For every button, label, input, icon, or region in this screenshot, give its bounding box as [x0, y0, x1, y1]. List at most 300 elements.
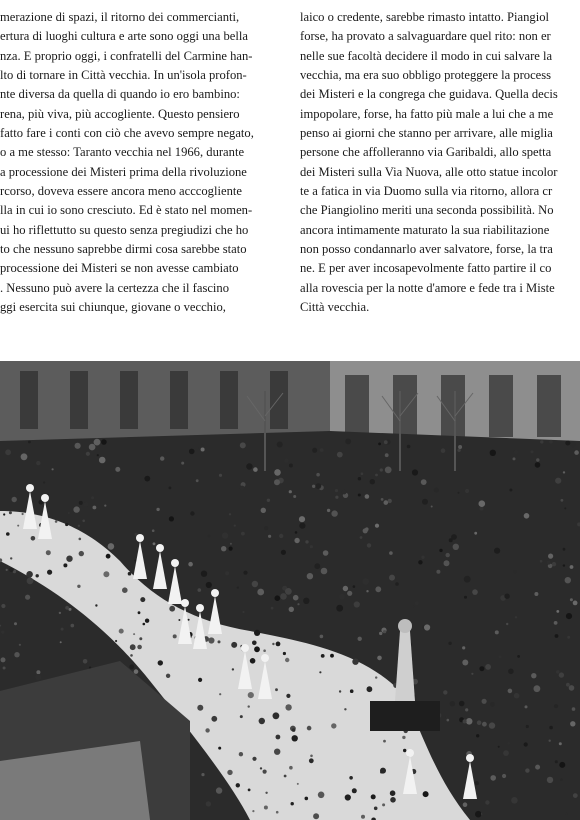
crowd-head [173, 634, 177, 638]
procession-photo-illustration [0, 361, 580, 820]
text-line: forse, ha provato a salvaguardare quel rito: non er [300, 29, 551, 44]
crowd-head [423, 791, 429, 797]
crowd-head [9, 511, 12, 514]
crowd-head [274, 479, 280, 485]
crowd-head [403, 749, 406, 752]
crowd-head [83, 659, 88, 664]
crowd-head [524, 742, 528, 746]
text-line: ne. E per aver incosapevolmente fatto partire il co [300, 261, 552, 276]
crowd-head [450, 701, 455, 706]
building-window [20, 371, 38, 429]
crowd-head [462, 646, 465, 649]
crowd-head [14, 652, 19, 657]
crowd-head [375, 474, 378, 477]
crowd-head [479, 500, 486, 507]
text-line: lla in cui io sono cresciuto. Ed è stato nel momen- [0, 203, 253, 218]
crowd-head [241, 532, 245, 536]
crowd-head [358, 477, 361, 480]
crowd-head [55, 520, 58, 523]
text-line: te a fatica in via Duomo sulla via ritorno, allora cr [300, 184, 553, 199]
crowd-head [347, 591, 352, 596]
building-window [120, 371, 138, 429]
crowd-head [349, 776, 353, 780]
crowd-head [482, 699, 487, 704]
crowd-head [389, 551, 393, 555]
crowd-head [106, 554, 111, 559]
crowd-head [286, 694, 290, 698]
crowd-head [153, 542, 156, 545]
statue-platform [370, 701, 440, 731]
crowd-head [316, 473, 320, 477]
crowd-head [565, 577, 571, 583]
building-window [70, 371, 88, 429]
crowd-head [21, 453, 28, 460]
crowd-head [103, 571, 109, 577]
crowd-head [383, 630, 386, 633]
crowd-head [570, 721, 575, 726]
robed-figure-hood [181, 599, 189, 607]
crowd-head [552, 562, 556, 566]
crowd-head [561, 499, 564, 502]
crowd-head [366, 590, 368, 592]
crowd-head [379, 632, 382, 635]
crowd-head [252, 757, 256, 761]
crowd-head [375, 586, 381, 592]
crowd-head [99, 457, 106, 464]
crowd-head [434, 488, 439, 493]
crowd-head [279, 534, 283, 538]
crowd-head [252, 581, 258, 587]
crowd-head [365, 527, 369, 531]
crowd-head [463, 719, 467, 723]
crowd-head [385, 453, 389, 457]
crowd-head [79, 501, 83, 505]
crowd-head [570, 565, 574, 569]
crowd-head [75, 443, 81, 449]
text-line: laico o credente, sarebbe rimasto intatto. Piangiol [300, 10, 549, 24]
crowd-head [43, 481, 45, 483]
crowd-head [485, 664, 491, 670]
crowd-head [358, 637, 362, 641]
crowd-head [459, 701, 465, 707]
crowd-head [508, 742, 511, 745]
crowd-head [343, 586, 348, 591]
crowd-head [382, 803, 385, 806]
crowd-head [91, 496, 94, 499]
crowd-head [547, 777, 553, 783]
crowd-head [252, 810, 254, 812]
crowd-head [525, 768, 529, 772]
robed-figure-hood [211, 589, 219, 597]
crowd-head [267, 499, 270, 502]
crowd-head [128, 572, 132, 576]
crowd-head [476, 734, 479, 737]
crowd-head [566, 813, 568, 815]
crowd-head [570, 442, 575, 447]
crowd-head [390, 797, 396, 803]
crowd-head [445, 716, 447, 718]
crowd-head [294, 538, 299, 543]
crowd-head [52, 468, 54, 470]
crowd-head [457, 449, 460, 452]
crowd-head [331, 723, 336, 728]
crowd-head [240, 442, 246, 448]
crowd-head [413, 606, 415, 608]
text-line: ancora intimamente maturato la sua riabilitazione [300, 222, 550, 237]
crowd-head [314, 563, 320, 569]
crowd-head [389, 575, 395, 581]
crowd-head [352, 788, 357, 793]
crowd-head [371, 794, 376, 799]
text-line: to che nessuno saprebbe dirmi cosa sarebbe stato [0, 242, 247, 257]
crowd-head [104, 505, 106, 507]
crowd-head [275, 595, 281, 601]
crowd-head [388, 499, 392, 503]
crowd-head [573, 601, 578, 606]
crowd-head [354, 601, 360, 607]
crowd-head [145, 619, 149, 623]
robed-figure-hood [241, 644, 249, 652]
crowd-head [564, 507, 566, 509]
crowd-head [465, 708, 468, 711]
crowd-head [439, 549, 442, 552]
crowd-head [289, 766, 293, 770]
crowd-head [383, 740, 386, 743]
crowd-head [384, 500, 389, 505]
crowd-head [275, 688, 278, 691]
crowd-head [78, 525, 80, 527]
crowd-head [240, 486, 245, 491]
crowd-head [263, 649, 266, 652]
crowd-head [447, 719, 450, 722]
crowd-head [28, 441, 31, 444]
crowd-head [274, 749, 280, 755]
crowd-head [229, 513, 231, 515]
crowd-head [436, 570, 440, 574]
robed-figure-hood [41, 494, 49, 502]
crowd-head [514, 450, 518, 454]
crowd-head [312, 448, 317, 453]
crowd-head [482, 722, 487, 727]
crowd-head [181, 462, 184, 465]
text-line: alla rovescia per la notte d'amore e fede tra i Miste [300, 280, 555, 295]
crowd-head [307, 573, 313, 579]
crowd-head [79, 551, 84, 556]
crowd-head [458, 445, 462, 449]
crowd-head [239, 752, 243, 756]
crowd-head [3, 667, 6, 670]
crowd-head [216, 787, 222, 793]
crowd-head [556, 670, 560, 674]
crowd-head [339, 594, 345, 600]
crowd-head [365, 494, 370, 499]
crowd-head [283, 652, 286, 655]
crowd-head [190, 511, 194, 515]
text-line: nelle sue facoltà decidere il modo in cui salvare la [300, 48, 553, 63]
crowd-head [97, 454, 99, 456]
crowd-head [289, 490, 292, 493]
crowd-head [285, 658, 289, 662]
crowd-head [331, 510, 337, 516]
crowd-head [248, 789, 251, 792]
crowd-head [514, 693, 520, 699]
crowd-head [566, 613, 572, 619]
crowd-head [299, 523, 305, 529]
crowd-head [462, 660, 468, 666]
crowd-head [390, 790, 396, 796]
crowd-head [511, 797, 518, 804]
crowd-head [441, 448, 446, 453]
statue-head [398, 619, 412, 633]
crowd-head [1, 604, 5, 608]
crowd-head [421, 556, 424, 559]
crowd-head [458, 492, 460, 494]
crowd-head [422, 499, 428, 505]
crowd-head [559, 742, 562, 745]
crowd-head [563, 548, 566, 551]
crowd-head [273, 712, 280, 719]
crowd-head [367, 543, 371, 547]
crowd-head [63, 563, 67, 567]
text-line: fatto fare i conti con ciò che avevo sempre negato, [0, 126, 254, 141]
crowd-head [418, 560, 422, 564]
crowd-head [385, 467, 392, 474]
crowd-head [335, 489, 338, 492]
crowd-head [448, 642, 451, 645]
crowd-head [444, 560, 450, 566]
crowd-head [272, 643, 274, 645]
crowd-head [554, 704, 558, 708]
crowd-head [339, 690, 341, 692]
crowd-head [71, 624, 75, 628]
text-line: rcorso, doveva essere ancora meno acccogliente [0, 184, 242, 199]
crowd-head [65, 606, 69, 610]
text-line: a processione dei Misteri prima della rivoluzione [0, 164, 247, 179]
robed-figure-hood [196, 604, 204, 612]
crowd-head [292, 735, 298, 741]
text-line: . Nessuno può avere la certezza che il fascino [0, 280, 230, 295]
text-line: che Piangiolino meriti una seconda possibilità. No [300, 203, 554, 218]
crowd-head [506, 623, 508, 625]
text-line: nte diversa da quella di quando io ero bambino: [0, 87, 240, 102]
crowd-head [36, 461, 40, 465]
crowd-head [5, 449, 11, 455]
crowd-head [143, 623, 146, 626]
crowd-head [65, 523, 68, 526]
crowd-head [344, 708, 346, 710]
crowd-head [205, 728, 209, 732]
crowd-head [208, 535, 211, 538]
text-line: rena, più viva, più accogliente. Questo pensiero [0, 106, 240, 121]
crowd-head [158, 660, 163, 665]
crowd-head [293, 495, 296, 498]
crowd-head [475, 781, 479, 785]
text-line: ggi esercita sui chiunque, giovane o vecchio, [0, 300, 226, 315]
crowd-head [263, 770, 267, 774]
crowd-head [358, 494, 361, 497]
crowd-head [536, 458, 539, 461]
crowd-head [345, 439, 351, 445]
crowd-head [115, 640, 117, 642]
crowd-head [514, 570, 517, 573]
crowd-head [415, 601, 419, 605]
crowd-head [254, 646, 260, 652]
crowd-head [517, 655, 520, 658]
crowd-head [289, 464, 293, 468]
crowd-head [566, 683, 570, 687]
crowd-head [93, 506, 97, 510]
crowd-head [219, 474, 222, 477]
crowd-head [188, 619, 190, 621]
crowd-head [280, 593, 287, 600]
crowd-head [465, 489, 469, 493]
crowd-head [499, 655, 502, 658]
crowd-head [243, 571, 247, 575]
crowd-head [559, 762, 565, 768]
crowd-head [446, 553, 450, 557]
crowd-head [130, 654, 133, 657]
robed-figure-hood [171, 559, 179, 567]
crowd-head [254, 630, 260, 636]
crowd-head [297, 783, 299, 785]
text-line: lto di tornare in Città vecchia. In un'isola profon- [0, 68, 247, 83]
building-window [270, 371, 288, 429]
crowd-head [565, 441, 570, 446]
crowd-head [22, 513, 24, 515]
crowd-head [548, 554, 553, 559]
building-window [170, 371, 188, 429]
crowd-head [66, 556, 72, 562]
crowd-head [82, 520, 85, 523]
crowd-head [178, 619, 180, 621]
robed-figure-hood [156, 544, 164, 552]
crowd-head [375, 676, 377, 678]
crowd-head [248, 705, 250, 707]
crowd-head [321, 568, 328, 575]
crowd-head [380, 468, 383, 471]
crowd-head [513, 457, 516, 460]
crowd-head [412, 469, 418, 475]
crowd-head [35, 674, 41, 680]
crowd-head [463, 802, 468, 807]
crowd-head [431, 506, 433, 508]
crowd-head [133, 633, 135, 635]
crowd-head [424, 624, 430, 630]
crowd-head [471, 673, 473, 675]
crowd-head [197, 705, 203, 711]
crowd-head [73, 506, 79, 512]
crowd-head [144, 476, 150, 482]
crowd-head [330, 654, 334, 658]
crowd-head [31, 536, 36, 541]
crowd-head [198, 588, 202, 592]
crowd-head [137, 645, 142, 650]
crowd-head [160, 456, 164, 460]
crowd-head [570, 598, 573, 601]
crowd-head [189, 449, 195, 455]
crowd-head [320, 635, 324, 639]
crowd-head [139, 637, 142, 640]
robed-figure-hood [26, 484, 34, 492]
crowd-head [378, 443, 381, 446]
crowd-head [237, 587, 239, 589]
crowd-head [402, 736, 405, 739]
crowd-head [1, 657, 6, 662]
crowd-head [534, 592, 538, 596]
crowd-head [303, 598, 309, 604]
crowd-head [271, 607, 274, 610]
crowd-head [556, 610, 559, 613]
crowd-head [319, 671, 321, 673]
crowd-head [540, 440, 543, 443]
crowd-head [201, 448, 205, 452]
crowd-head [232, 668, 234, 670]
crowd-head [323, 550, 329, 556]
crowd-head [464, 596, 467, 599]
crowd-head [10, 557, 12, 559]
crowd-head [495, 630, 499, 634]
crowd-head [291, 802, 294, 805]
crowd-head [68, 512, 70, 514]
crowd-head [59, 612, 61, 614]
crowd-head [531, 450, 534, 453]
building-window [345, 375, 369, 437]
text-line: nza. E proprio oggi, i confratelli del Carmine han- [0, 48, 253, 63]
crowd-head [310, 545, 313, 548]
crowd-head [231, 642, 237, 648]
text-line: non posso condannarlo aver salvatore, forse, la tra [300, 242, 553, 257]
crowd-head [25, 595, 30, 600]
crowd-head [201, 571, 207, 577]
text-line: vecchia, ma era suo obbligo proteggere la process [300, 68, 552, 83]
crowd-head [327, 509, 330, 512]
crowd-head [138, 611, 141, 614]
crowd-head [360, 536, 363, 539]
crowd-head [17, 525, 19, 527]
crowd-head [502, 774, 506, 778]
crowd-head [554, 621, 558, 625]
crowd-head [260, 767, 262, 769]
crowd-head [281, 550, 286, 555]
crowd-head [122, 587, 128, 593]
crowd-head [504, 594, 509, 599]
crowd-head [225, 571, 229, 575]
crowd-head [384, 440, 388, 444]
crowd-head [261, 508, 266, 513]
crowd-head [531, 673, 536, 678]
crowd-head [250, 658, 256, 664]
crowd-head [453, 544, 459, 550]
crowd-head [140, 597, 145, 602]
crowd-head [259, 718, 265, 724]
crowd-head [295, 531, 298, 534]
crowd-head [380, 771, 383, 774]
text-line: dei Misteri e la congrega che guidava. Quella decis [300, 87, 558, 102]
historical-procession-photo [0, 361, 580, 820]
crowd-head [475, 811, 482, 818]
crowd-head [253, 467, 258, 472]
crowd-head [61, 628, 64, 631]
crowd-head [218, 640, 221, 643]
crowd-head [264, 526, 268, 530]
crowd-head [375, 524, 379, 528]
crowd-head [479, 666, 484, 671]
crowd-head [47, 570, 52, 575]
crowd-head [36, 574, 39, 577]
crowd-head [555, 634, 559, 638]
crowd-head [169, 487, 172, 490]
crowd-head [337, 452, 343, 458]
